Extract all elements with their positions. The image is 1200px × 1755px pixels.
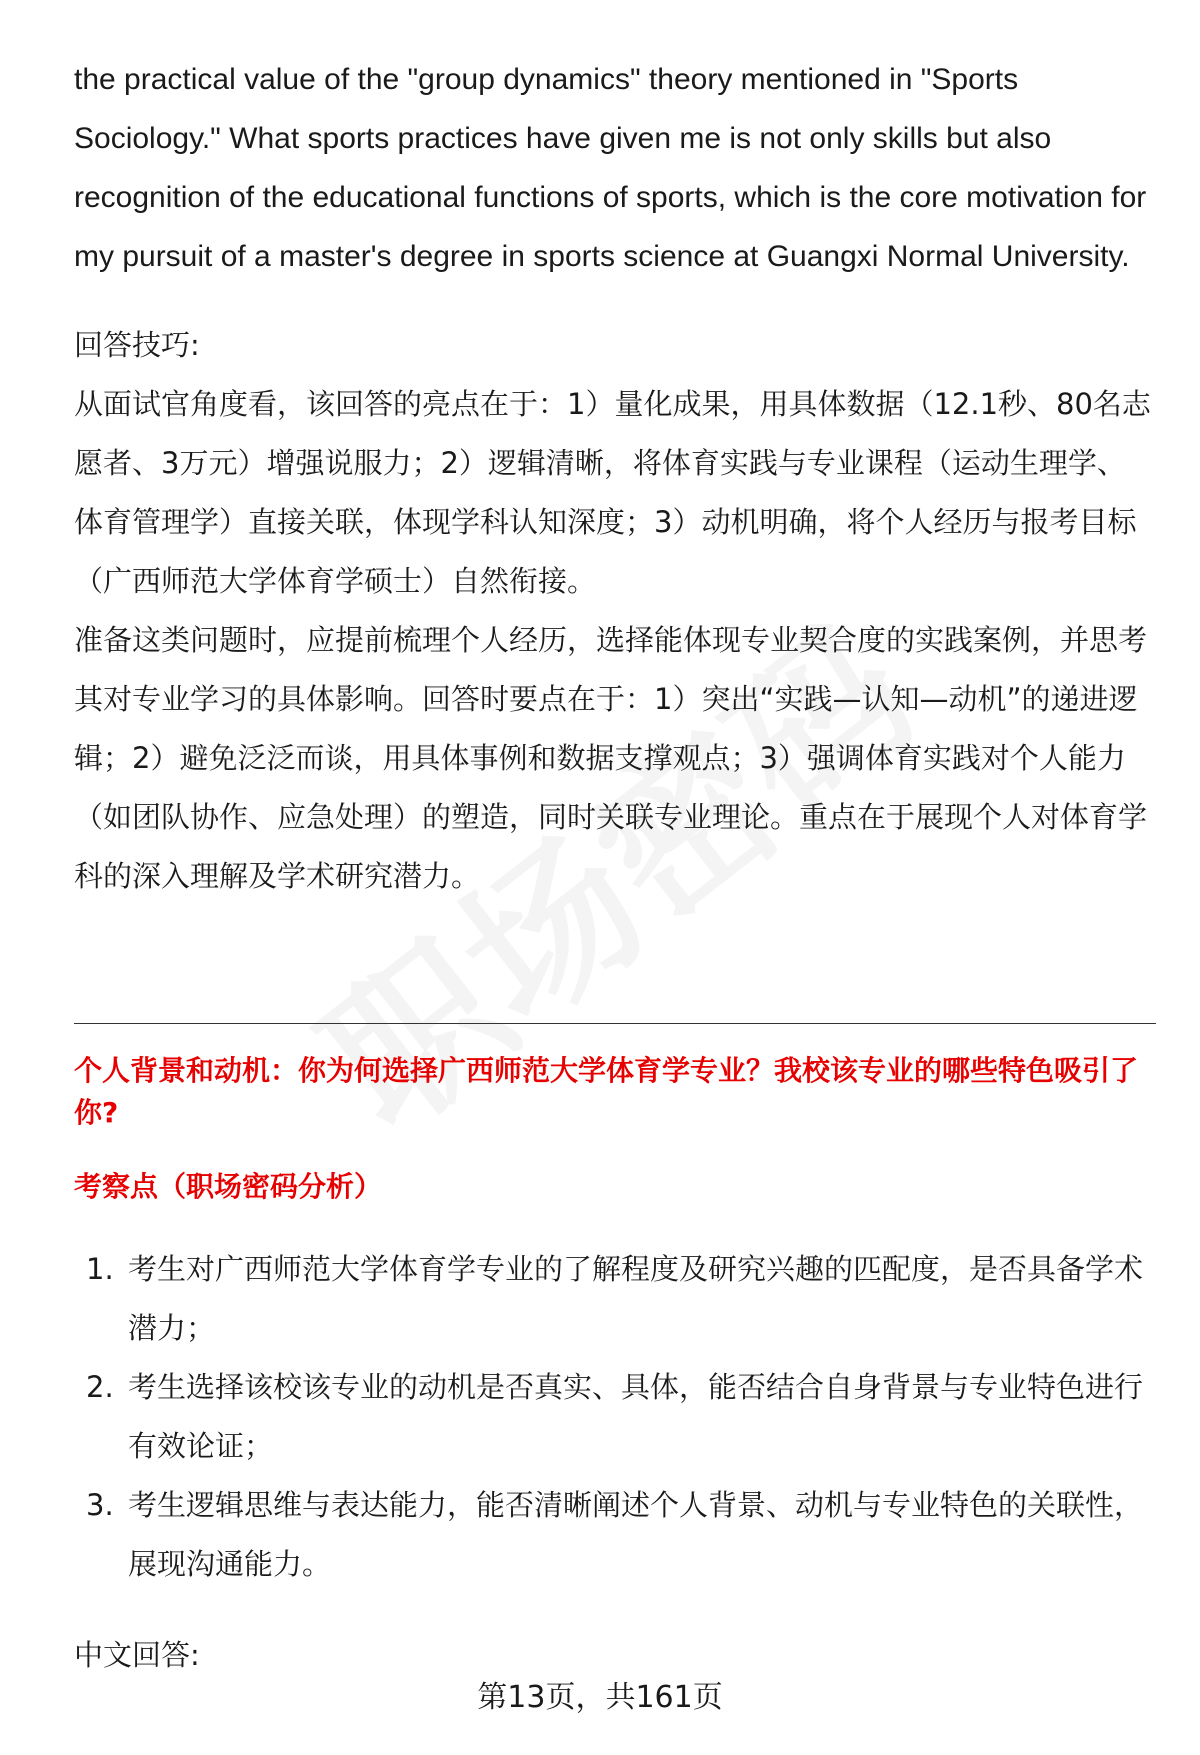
exam-points-heading: 考察点（职场密码分析） xyxy=(74,1170,383,1203)
exam-points-list xyxy=(74,1240,1154,1594)
section-divider xyxy=(74,1023,1156,1024)
list-item xyxy=(74,1240,1154,1358)
list-item-number: 1. xyxy=(86,1252,114,1286)
tips-paragraph-2: 准备这类问题时，应提前梳理个人经历，选择能体现专业契合度的实践案例，并思考其对专业学习的具体影响。回答时要点在于：1）突出“实践—认知—动机”的递进逻辑；2）避免泛泛而谈，用具体事例和数据支撑观点；3）强调体育实践对个人能力（如团队协作、应急处理）的塑造，同时关联专业理论。重点在于展现个人对体育学科的深入理解及学术研究潜力。 xyxy=(74,623,1148,893)
list-item xyxy=(74,1358,1154,1476)
list-item-text: 考生对广西师范大学体育学专业的了解程度及研究兴趣的匹配度，是否具备学术潜力； xyxy=(128,1252,1144,1345)
intro-english-paragraph: the practical value of the "group dynamics" theory mentioned in "Sports Sociology." What sports practices have given me is not only skills but also recognition of the educational functions of sports, which is the core motivation for my pursuit of a master's degree in sports science at Guangxi Normal University. xyxy=(74,63,1147,273)
tips-paragraph-1: 从面试官角度看，该回答的亮点在于：1）量化成果，用具体数据（12.1秒、80名志愿者、3万元）增强说服力；2）逻辑清晰，将体育实践与专业课程（运动生理学、体育管理学）直接关联，体现学科认知深度；3）动机明确，将个人经历与报考目标（广西师范大学体育学硕士）自然衔接。 xyxy=(74,387,1151,598)
question-heading: 个人背景和动机：你为何选择广西师范大学体育学专业？我校该专业的哪些特色吸引了你? xyxy=(74,1054,1139,1129)
list-item xyxy=(74,1476,1154,1594)
list-item-text: 考生逻辑思维与表达能力，能否清晰阐述个人背景、动机与专业特色的关联性，展现沟通能力。 xyxy=(128,1488,1144,1581)
list-item-number: 2. xyxy=(86,1370,114,1404)
page-number-footer: 第13页，共161页 xyxy=(477,1680,723,1715)
list-item-number: 3. xyxy=(86,1488,114,1522)
tips-heading: 回答技巧: xyxy=(74,328,200,362)
list-item-text: 考生选择该校该专业的动机是否真实、具体，能否结合自身背景与专业特色进行有效论证； xyxy=(128,1370,1144,1463)
chinese-answer-heading: 中文回答: xyxy=(74,1638,200,1672)
main-content xyxy=(74,50,1154,906)
